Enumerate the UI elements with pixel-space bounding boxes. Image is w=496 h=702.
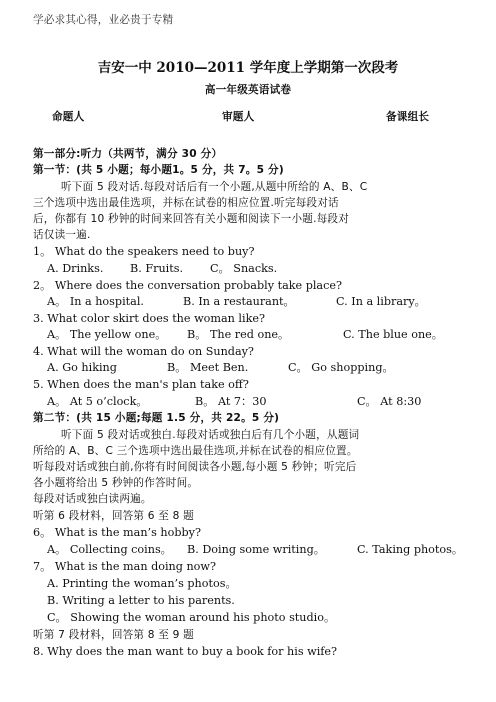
section2-instruction-line: 每段对话或独白读两遍。 (33, 493, 152, 505)
section2-instruction-line: 听下面 5 段对话或独白.每段对话或独白后有几个小题，从题词 (61, 429, 360, 441)
question-5: 5. When does the man's plan take off? (33, 378, 249, 391)
q7-option-c: C。 Showing the woman around his photo studio。 (47, 611, 336, 624)
exam-title: 吉安一中 2010—2011 学年度上学期第一次段考 (97, 60, 399, 76)
q2-option-c: C. In a library。 (336, 295, 426, 308)
q5-option-c: C。 At 8:30 (357, 395, 422, 408)
q6-option-b: B. Doing some writing。 (187, 543, 325, 556)
q1-option-b: B. Fruits. (130, 262, 184, 275)
section2-instruction-line: 听每段对话或独白前,你将有时间阅读各小题,每小题 5 秒钟；听完后 (33, 461, 357, 473)
q7-option-b: B. Writing a letter to his parents. (47, 594, 235, 607)
question-2: 2。 Where does the conversation probably take place? (33, 279, 342, 292)
leader-label: 备课组长 (386, 111, 430, 123)
section1-instruction-line: 听下面 5 段对话.每段对话后有一个小题,从题中所给的 A、B、C (61, 181, 368, 193)
q1-option-c: C。 Snacks. (210, 262, 278, 275)
section2-heading: 第二节：(共 15 小题;每题 1.5 分，共 22。5 分) (33, 412, 280, 424)
q4-option-a: A. Go hiking (47, 361, 117, 374)
section2-instruction-line: 所给的 A、B、C 三个选项中选出最佳选项,并标在试卷的相应位置。 (33, 445, 358, 457)
q2-option-a: A。 In a hospital. (47, 295, 144, 308)
q3-option-b: B。 The red one。 (187, 328, 290, 341)
q3-option-a: A。 The yellow one。 (47, 328, 167, 341)
question-8: 8. Why does the man want to buy a book for his wife? (33, 645, 338, 658)
section1-instruction-line: 话仅读一遍. (33, 229, 91, 241)
section1-heading: 第一节：(共 5 小题；每小题1。5 分，共 7。5 分) (33, 164, 284, 176)
question-3: 3. What color skirt does the woman like? (33, 312, 265, 325)
material-7-label: 听第 7 段材料，回答第 8 至 9 题 (33, 629, 194, 641)
q5-option-b: B。 At 7：30 (195, 395, 267, 408)
setter-label: 命题人 (52, 111, 85, 123)
q6-option-a: A。 Collecting coins。 (47, 543, 172, 556)
q2-option-b: B. In a restaurant。 (183, 295, 295, 308)
reviewer-label: 审题人 (222, 111, 255, 123)
q4-option-b: B。 Meet Ben. (167, 361, 249, 374)
material-6-label: 听第 6 段材料，回答第 6 至 8 题 (33, 510, 194, 522)
section1-instruction-line: 后，你都有 10 秒钟的时间来回答有关小题和阅读下一小题.每段对 (33, 213, 350, 225)
question-4: 4. What will the woman do on Sunday? (33, 345, 254, 358)
motto-header: 学必求其心得，业必贵于专精 (33, 14, 174, 26)
q6-option-c: C. Taking photos。 (357, 543, 464, 556)
q1-option-a: A. Drinks. (47, 262, 104, 275)
q4-option-c: C。 Go shopping。 (288, 361, 394, 374)
exam-subtitle: 高一年级英语试卷 (204, 84, 292, 96)
section1-instruction-line: 三个选项中选出最佳选项，并标在试卷的相应位置.听完每段对话 (33, 197, 339, 209)
part1-heading: 第一部分:听力（共两节，满分 30 分） (33, 148, 223, 160)
question-1: 1。 What do the speakers need to buy? (33, 245, 255, 258)
q7-option-a: A. Printing the woman’s photos。 (47, 577, 237, 590)
question-7: 7。 What is the man doing now? (33, 560, 216, 573)
q5-option-a: A。 At 5 o’clock。 (47, 395, 148, 408)
section2-instruction-line: 各小题将给出 5 秒钟的作答时间。 (33, 477, 199, 489)
q3-option-c: C. The blue one。 (343, 328, 443, 341)
question-6: 6。 What is the man’s hobby? (33, 526, 201, 539)
